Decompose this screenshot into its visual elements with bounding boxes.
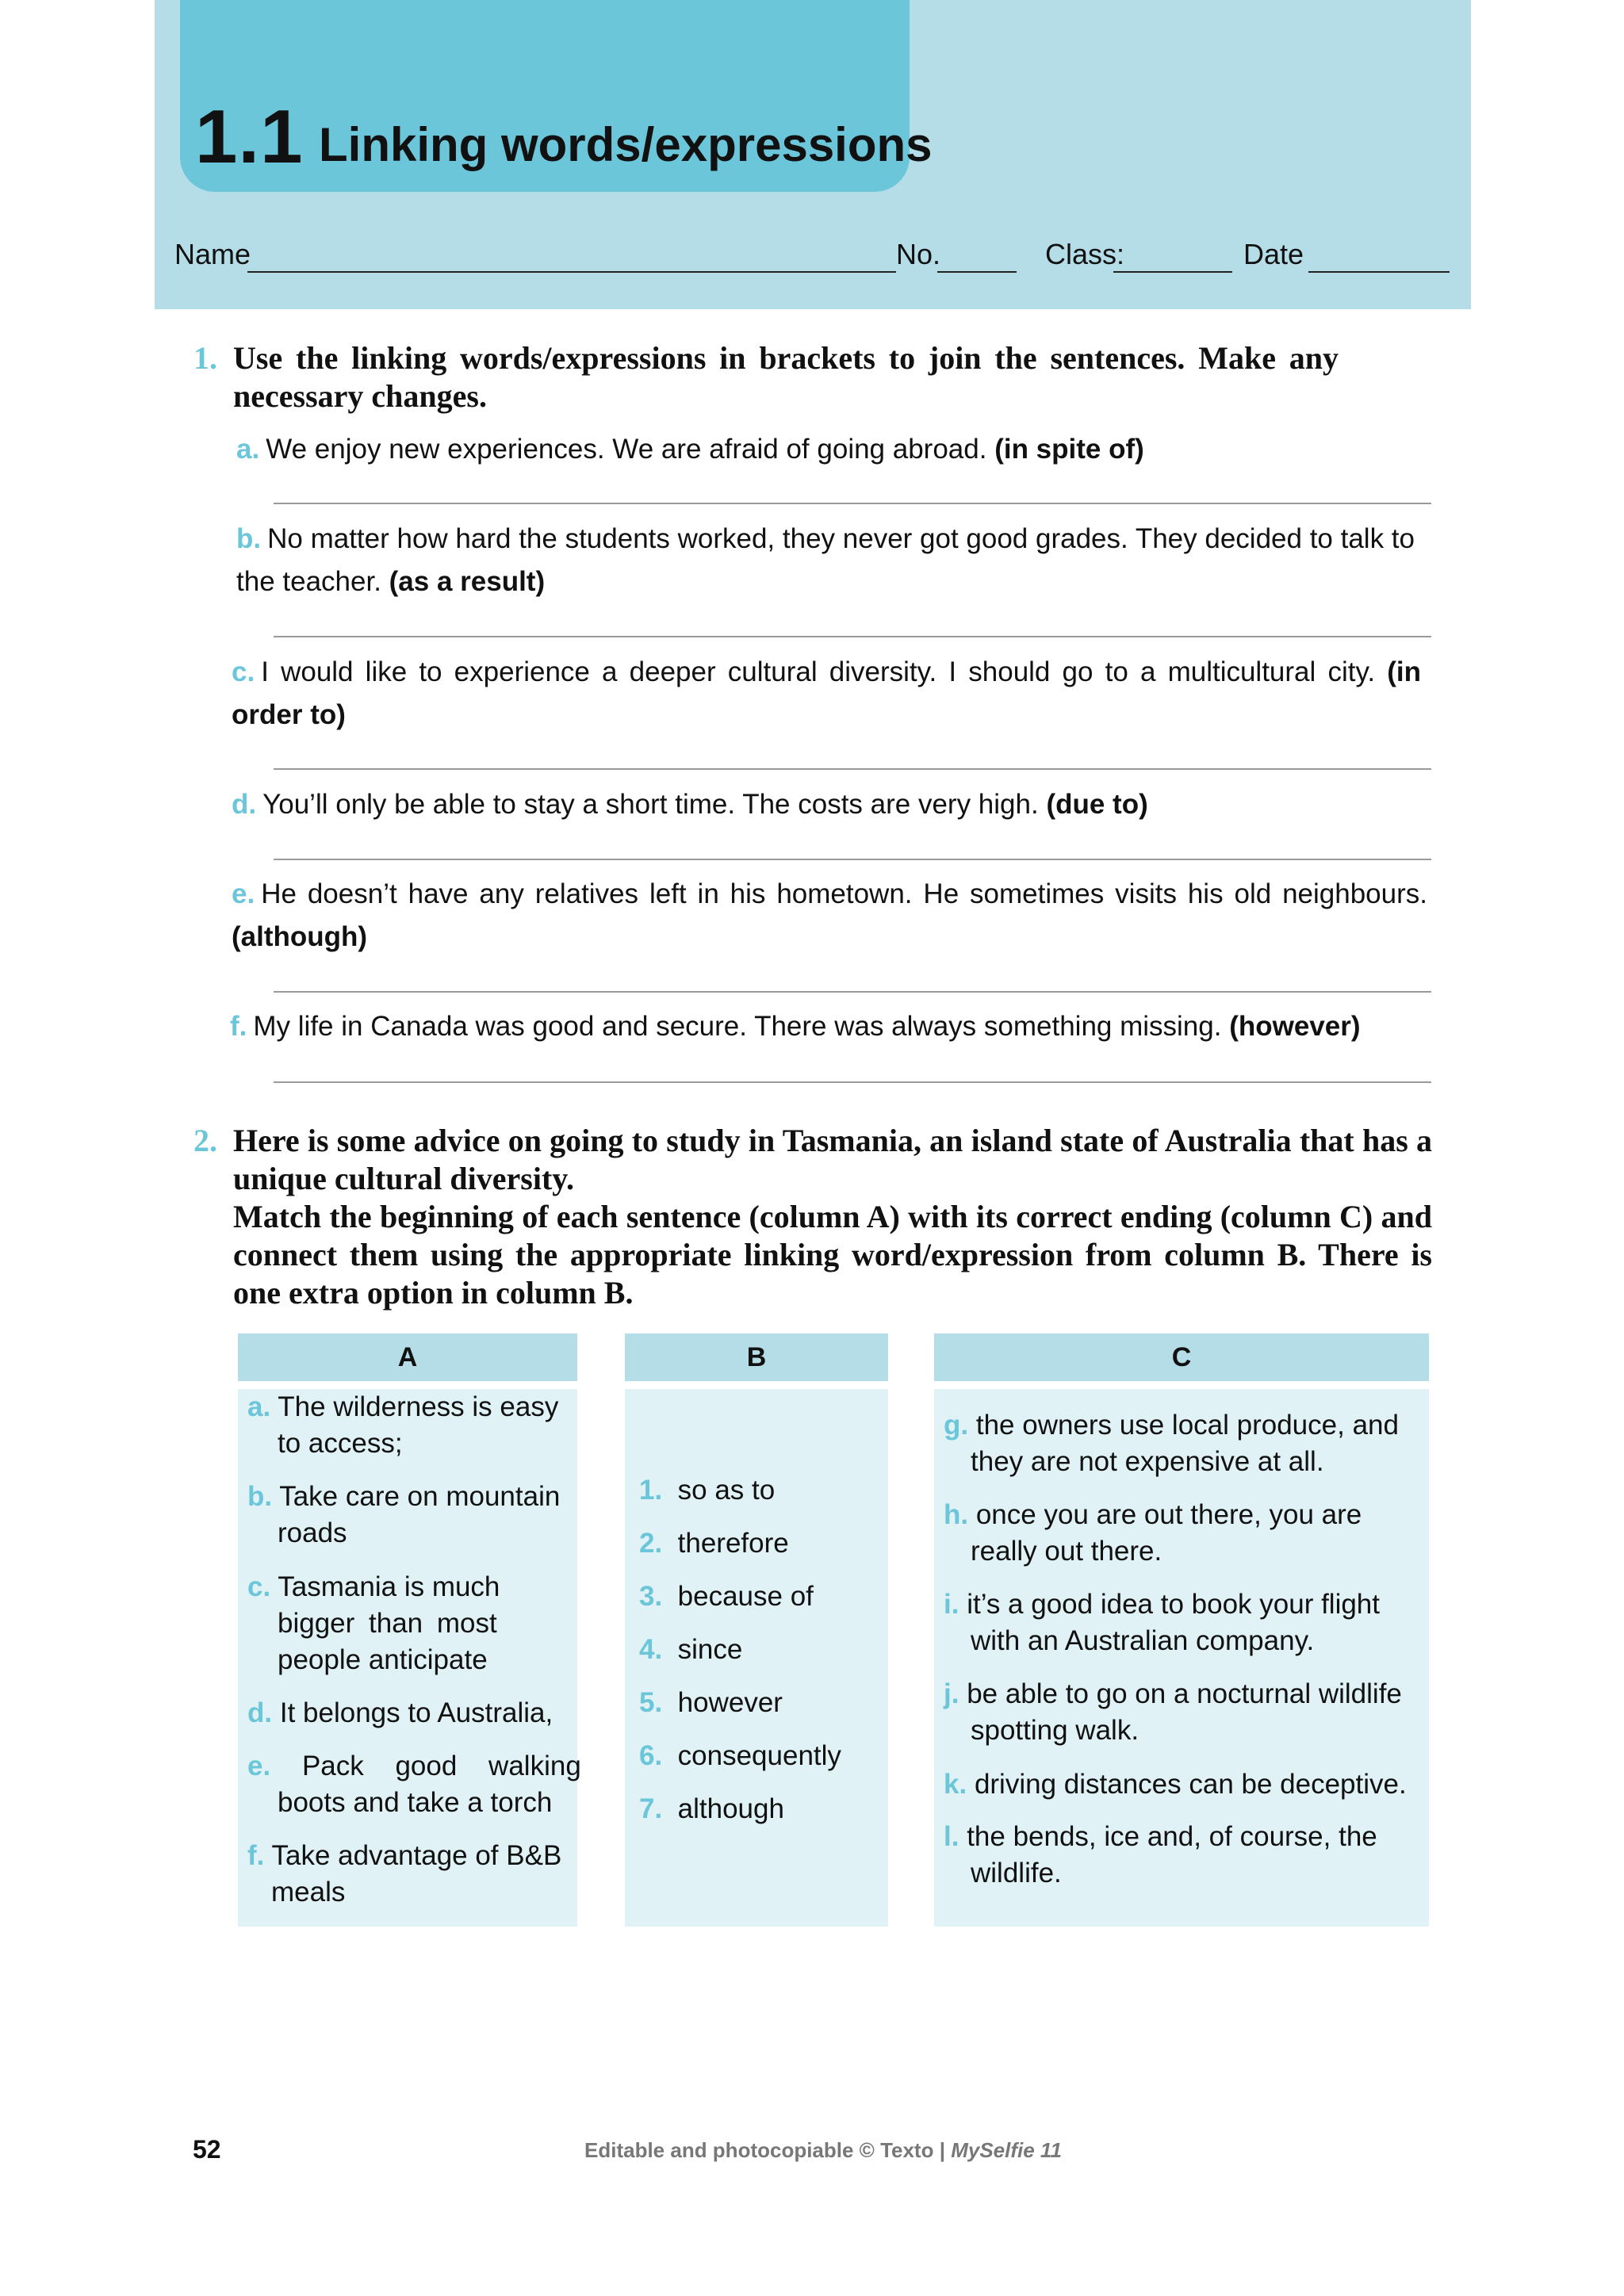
item-text: once you are out there, you are [975, 1499, 1362, 1530]
answer-line-e[interactable] [274, 991, 1431, 993]
item-text: the owners use local produce, and [975, 1410, 1399, 1441]
option-text: because of [677, 1581, 814, 1612]
item-letter: c. [247, 1571, 271, 1602]
column-c-item-k [944, 1766, 1407, 1803]
column-a-item-a [247, 1389, 558, 1425]
date-field[interactable] [1308, 271, 1450, 273]
item-text: driving distances can be deceptive. [974, 1769, 1407, 1800]
column-c-header: C [934, 1334, 1429, 1381]
column-b-option-3 [639, 1578, 814, 1615]
item-letter: f. [247, 1840, 265, 1871]
answer-line-c[interactable] [274, 768, 1431, 770]
item-text: The wilderness is easy [278, 1391, 559, 1422]
column-a-item-a-cont: to access; [278, 1428, 403, 1459]
option-number: 6. [639, 1740, 663, 1771]
exercise-1-item-f [230, 1005, 1435, 1048]
option-number: 7. [639, 1793, 663, 1824]
item-text: Take care on mountain [279, 1481, 561, 1512]
column-c-item-l-cont: wildlife. [971, 1858, 1062, 1888]
item-letter: h. [944, 1499, 969, 1530]
column-a-header: A [238, 1334, 577, 1381]
column-c-item-g [944, 1407, 1399, 1444]
column-a-item-d [247, 1695, 553, 1732]
option-number: 3. [639, 1581, 663, 1612]
exercise-2-instruction-1: Here is some advice on going to study in Tasmania, an island state of Australia that has a unique cultural diversity. [233, 1123, 1432, 1196]
exercise-1-item-a [236, 428, 1434, 471]
item-letter: i. [944, 1589, 959, 1620]
option-text: therefore [677, 1528, 789, 1559]
copyright-notice [584, 2138, 1062, 2163]
item-text: No matter how hard the students worked, they never got good grades. They decided to talk to the teacher. [236, 523, 1415, 597]
column-a-item-c-cont: bigger than most [278, 1608, 497, 1639]
column-c-item-g-cont: they are not expensive at all. [971, 1446, 1324, 1477]
column-c-item-i [944, 1586, 1380, 1623]
option-number: 1. [639, 1475, 663, 1506]
option-text: however [677, 1687, 783, 1718]
item-letter: a. [247, 1391, 271, 1422]
item-letter: d. [232, 789, 257, 820]
exercise-2-number: 2. [193, 1123, 217, 1158]
exercise-1-item-d [232, 783, 1429, 826]
option-text: so as to [677, 1475, 776, 1506]
exercise-1-instruction: Use the linking words/expressions in brackets to join the sentences. Make any necessary changes. [233, 340, 1339, 414]
column-b-option-6 [639, 1738, 841, 1774]
item-letter: a. [236, 434, 260, 465]
item-text: Pack good walking [301, 1751, 581, 1781]
item-hint: (although) [232, 921, 368, 952]
item-letter: e. [247, 1751, 271, 1781]
column-a-item-b-cont: roads [278, 1517, 347, 1548]
item-text: You’ll only be able to stay a short time. The costs are very high. [262, 789, 1039, 820]
item-text: My life in Canada was good and secure. There was always something missing. [253, 1011, 1222, 1042]
answer-line-d[interactable] [274, 859, 1431, 860]
option-number: 2. [639, 1528, 663, 1559]
column-b-option-4 [639, 1632, 742, 1668]
column-a-item-f [247, 1838, 561, 1874]
page-number: 52 [193, 2135, 221, 2164]
item-letter: c. [232, 656, 255, 687]
option-number: 4. [639, 1634, 663, 1665]
option-text: although [677, 1793, 784, 1824]
exercise-1-number: 1. [193, 340, 217, 376]
number-field[interactable] [937, 271, 1017, 273]
item-text: be able to go on a nocturnal wildlife [967, 1678, 1402, 1709]
item-hint: (due to) [1046, 789, 1148, 820]
option-text: since [677, 1634, 743, 1665]
item-text: Take advantage of B&B [271, 1840, 562, 1871]
column-a-item-e [247, 1748, 581, 1785]
item-letter: g. [944, 1410, 969, 1441]
item-letter: d. [247, 1697, 273, 1728]
answer-line-b[interactable] [274, 636, 1431, 637]
item-letter: k. [944, 1769, 967, 1800]
unit-number: 1.1 [195, 94, 304, 179]
item-hint: (however) [1229, 1011, 1361, 1042]
item-hint: (in order to) [232, 656, 1421, 730]
column-a-item-c [247, 1569, 500, 1605]
column-a-item-c-cont2: people anticipate [278, 1644, 488, 1675]
option-text: consequently [677, 1740, 841, 1771]
item-letter: b. [236, 523, 262, 554]
option-number: 5. [639, 1687, 663, 1718]
column-a-item-e-cont: boots and take a torch [278, 1787, 553, 1818]
name-field[interactable] [247, 271, 896, 273]
column-c-item-j [944, 1676, 1402, 1712]
number-label: No. [896, 238, 941, 270]
name-label: Name [174, 238, 251, 270]
copyright-text: Editable and photocopiable © Texto | [584, 2138, 945, 2162]
item-text: He doesn’t have any relatives left in his hometown. He sometimes visits his old neighbours. [261, 878, 1427, 909]
item-letter: e. [232, 878, 255, 909]
column-c-item-h-cont: really out there. [971, 1536, 1162, 1567]
column-c-item-h [944, 1497, 1362, 1533]
answer-line-f[interactable] [274, 1081, 1431, 1083]
student-info-row [174, 238, 1459, 276]
exercise-1-item-b [236, 518, 1434, 603]
exercise-1-item-c [232, 651, 1421, 737]
item-letter: l. [944, 1821, 959, 1852]
item-letter: f. [230, 1011, 247, 1042]
date-label: Date [1243, 238, 1304, 270]
answer-line-a[interactable] [274, 503, 1431, 504]
item-text: Tasmania is much [278, 1571, 500, 1602]
column-c-item-j-cont: spotting walk. [971, 1715, 1139, 1746]
class-label: Class: [1045, 238, 1125, 270]
item-text: the bends, ice and, of course, the [967, 1821, 1377, 1852]
class-field[interactable] [1113, 271, 1232, 273]
unit-title: Linking words/expressions [319, 118, 933, 171]
item-text: We enjoy new experiences. We are afraid of going abroad. [266, 434, 987, 465]
column-a-item-b [247, 1479, 560, 1515]
exercise-2-instruction-2: Match the beginning of each sentence (column A) with its correct ending (column C) and connect them using the appropriate linking word/expression from column B. There is one extra option in column B. [233, 1199, 1432, 1311]
item-letter: b. [247, 1481, 273, 1512]
item-text: it’s a good idea to book your flight [967, 1589, 1381, 1620]
column-c-item-i-cont: with an Australian company. [971, 1625, 1315, 1656]
item-text: I would like to experience a deeper cultural diversity. I should go to a multicultural city. [261, 656, 1376, 687]
book-title: MySelfie 11 [951, 2138, 1062, 2162]
column-b-option-1 [639, 1472, 775, 1509]
column-b-option-5 [639, 1685, 783, 1721]
item-hint: (as a result) [389, 566, 546, 597]
column-c-item-l [944, 1819, 1377, 1855]
exercise-1-item-e [232, 873, 1427, 959]
column-b-option-7 [639, 1791, 784, 1827]
item-letter: j. [944, 1678, 959, 1709]
column-b-option-2 [639, 1525, 789, 1562]
item-text: It belongs to Australia, [279, 1697, 553, 1728]
item-hint: (in spite of) [994, 434, 1144, 465]
column-b-header: B [625, 1334, 888, 1381]
column-a-item-f-cont: meals [271, 1877, 346, 1908]
